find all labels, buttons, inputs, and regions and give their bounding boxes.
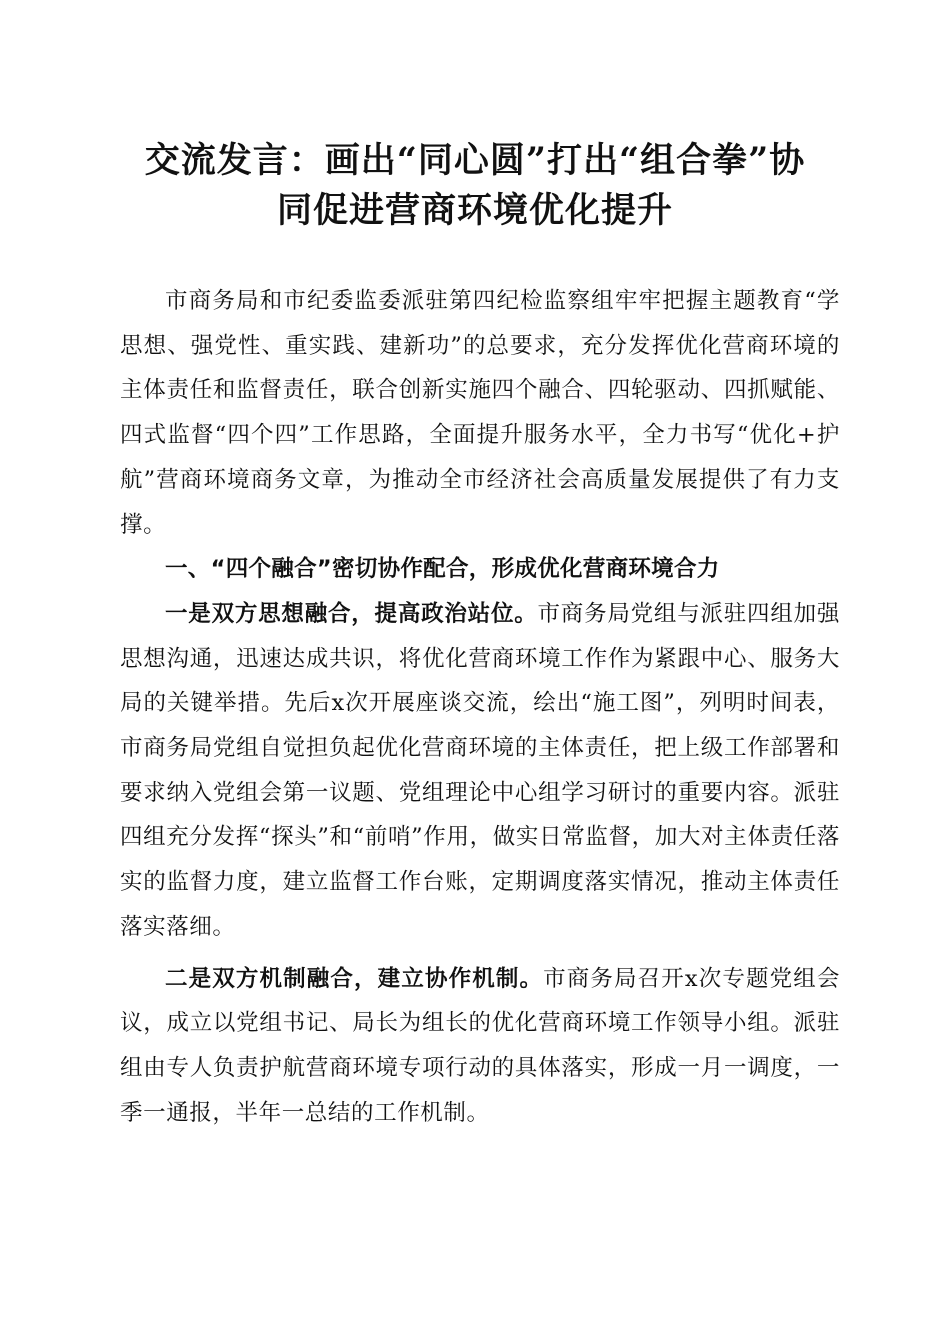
intro-paragraph: 市商务局和市纪委监委派驻第四纪检监察组牢牢把握主题教育“学思想、强党性、重实践、建新功”的总要求，充分发挥优化营商环境的主体责任和监督责任，联合创新实施四个融合、四轮驱动、四抓赋能、四式监督“四个四”工作思路，全面提升服务水平，全力书写“优化+护航”营商环境商务文章，为推动全市经济社会高质量发展提供了有力支撑。 [120,288,840,538]
title-line-1: 交流发言：画出“同心圆”打出“组合拳”协 [144,140,806,181]
title-line-2: 同促进营商环境优化提升 [276,190,673,231]
paragraph-1-lead: 一是双方思想融合，提高政治站位。 [165,600,538,627]
paragraph-2-text: 市商务局召开x次专题党组会议，成立以党组书记、局长为组长的优化营商环境工作领导小组。派驻组由专人负责护航营商环境专项行动的具体落实，形成一月一调度，一季一通报，半年一总结的工作机制。 [120,965,840,1126]
paragraph-2 [120,957,840,1136]
section-1-heading: 一、“四个融合”密切协作配合，形成优化营商环境合力 [165,556,720,583]
document-title [90,136,860,236]
document-body [120,279,840,1135]
paragraph-2-lead: 二是双方机制融合，建立协作机制。 [165,965,544,992]
paragraph-1-text: 市商务局党组与派驻四组加强思想沟通，迅速达成共识，将优化营商环境工作作为紧跟中心、服务大局的关键举措。先后x次开展座谈交流，绘出“施工图”，列明时间表，市商务局党组自觉担负起优化营商环境的主体责任，把上级工作部署和要求纳入党组会第一议题、党组理论中心组学习研讨的重要内容。派驻四组充分发挥“探头”和“前哨”作用，做实日常监督，加大对主体责任落实的监督力度，建立监督工作台账，定期调度落实情况，推动主体责任落实落细。 [120,600,840,940]
paragraph-1 [120,592,840,950]
